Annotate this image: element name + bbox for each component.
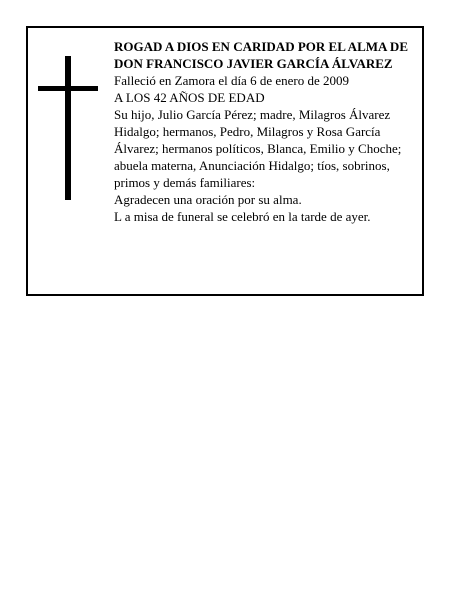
family-list: Su hijo, Julio García Pérez; madre, Milagros Álvarez Hidalgo; hermanos, Pedro, Milagros y Rosa García Álvarez; hermanos políticos, Blanca, Emilio y Choche; abuela materna, Anunciación Hidalgo; tíos, sobrinos, primos y demás familiares: <box>114 107 402 190</box>
death-date-line: Falleció en Zamora el día 6 de enero de 2009 <box>114 73 349 88</box>
notice-heading: ROGAD A DIOS EN CARIDAD POR EL ALMA DE DON FRANCISCO JAVIER GARCÍA ÁLVAREZ <box>114 39 408 71</box>
prayer-request: Agradecen una oración por su alma. <box>114 192 302 207</box>
age-line: A LOS 42 AÑOS DE EDAD <box>114 90 265 105</box>
notice-text <box>114 38 414 225</box>
cross-icon <box>38 56 98 200</box>
obituary-notice <box>26 26 424 296</box>
cross-horizontal-bar <box>38 86 98 91</box>
funeral-note: L a misa de funeral se celebró en la tarde de ayer. <box>114 209 371 224</box>
cross-vertical-bar <box>65 56 71 200</box>
